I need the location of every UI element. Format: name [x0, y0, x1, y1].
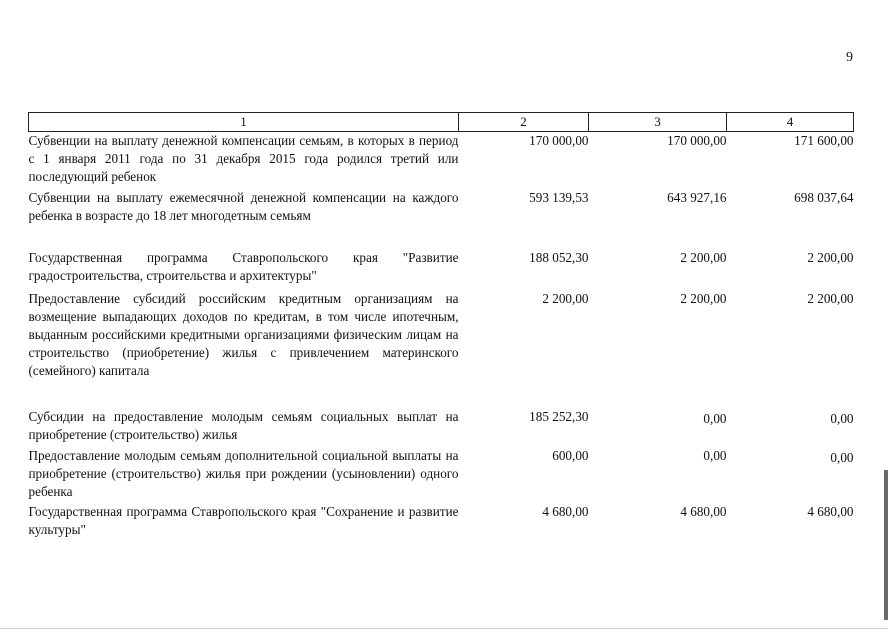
row-value-col4: 4 680,00	[807, 503, 854, 519]
table-row	[29, 132, 854, 189]
row-value-col2: 185 252,30	[529, 408, 589, 424]
row-value-col4: 0,00	[830, 410, 854, 426]
row-value-col3: 4 680,00	[680, 503, 727, 519]
row-description: Государственная программа Ставропольского края "Сохранение и развитие культуры"	[28, 503, 459, 537]
row-value-col3: 0,00	[703, 447, 727, 463]
row-description: Субсидии на предоставление молодым семьям социальных выплат на приобретение (строительство) жилья	[28, 408, 459, 442]
row-value-col2: 188 052,30	[529, 249, 589, 265]
scan-edge-line	[0, 628, 888, 629]
row-value-col2: 600,00	[552, 447, 589, 463]
table-row	[29, 189, 854, 249]
table-row	[29, 249, 854, 290]
row-value-col2: 4 680,00	[542, 503, 589, 519]
row-description: Предоставление молодым семьям дополнительной социальной выплаты на приобретение (строительство) жилья при рождении (усыновлении) одного ребенка	[28, 447, 459, 499]
row-value-col4: 171 600,00	[794, 133, 854, 148]
column-header-4: 4	[727, 113, 854, 132]
row-value-col4: 698 037,64	[794, 189, 854, 205]
row-description: Субвенции на выплату денежной компенсации семьям, в которых в период с 1 января 2011 года по 31 декабря 2015 года родился третий или последующий ребенок	[28, 133, 459, 184]
row-description: Предоставление субсидий российским кредитным организациям на возмещение выпадающих доходов по кредитам, в том числе ипотечным, выданным российскими кредитными организациями физическим лицам на строительство (приобретение) жилья с привлечением материнского (семейного) капитала	[28, 290, 459, 378]
table-row	[29, 290, 854, 408]
table-row	[29, 447, 854, 503]
row-description: Субвенции на выплату ежемесячной денежной компенсации на каждого ребенка в возрасте до 18 лет многодетным семьям	[28, 189, 459, 223]
table-row	[29, 503, 854, 543]
row-value-col4: 2 200,00	[807, 249, 854, 265]
row-value-col3: 2 200,00	[680, 249, 727, 265]
column-header-1: 1	[29, 113, 459, 132]
table-header-row	[29, 113, 854, 132]
column-header-2: 2	[459, 113, 589, 132]
row-value-col3: 170 000,00	[667, 133, 727, 148]
column-header-3: 3	[589, 113, 727, 132]
row-value-col2: 170 000,00	[529, 133, 589, 148]
row-value-col4: 2 200,00	[807, 290, 854, 306]
row-value-col2: 593 139,53	[529, 189, 589, 205]
row-description: Государственная программа Ставропольского края "Развитие градостроительства, строительства и архитектуры"	[28, 249, 459, 283]
row-value-col3: 0,00	[703, 410, 727, 426]
row-value-col3: 2 200,00	[680, 290, 727, 306]
budget-table	[28, 112, 854, 543]
row-value-col3: 643 927,16	[667, 189, 727, 205]
page-number: 9	[846, 50, 853, 65]
row-value-col4: 0,00	[830, 449, 854, 465]
row-value-col2: 2 200,00	[542, 290, 589, 306]
scan-edge-shadow	[884, 470, 888, 620]
table-row	[29, 408, 854, 447]
